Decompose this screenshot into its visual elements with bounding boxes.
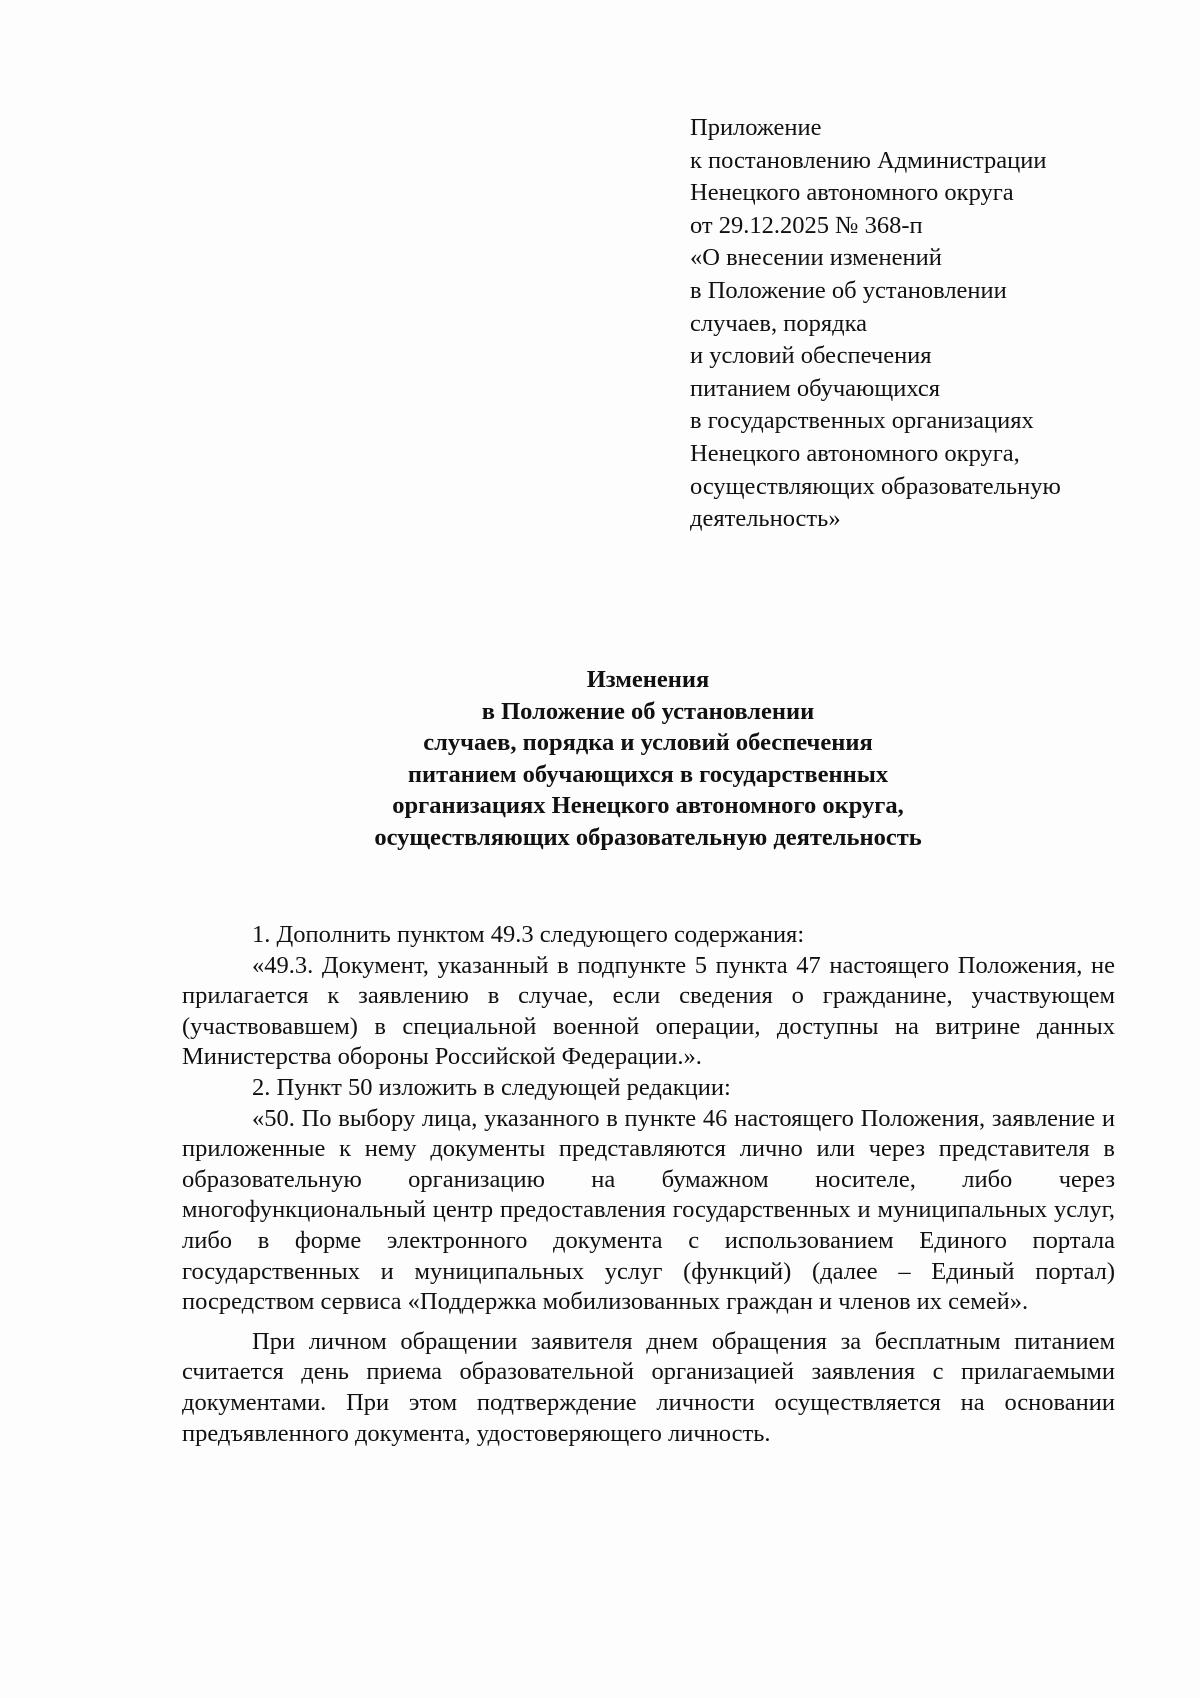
- body-paragraph-2: «49.3. Документ, указанный в подпункте 5 пункта 47 настоящего Положения, не прилагается к заявлению в случае, если сведения о гражданине, участвующем (участвовавшем) в специальной военной операции, доступны на витрине данных Министерства обороны Российской Федерации.».: [182, 951, 1115, 1071]
- appendix-line: «О внесении изменений: [690, 244, 942, 272]
- body-paragraph-3: 2. Пункт 50 изложить в следующей редакции:: [252, 1073, 731, 1101]
- title-line: Изменения: [586, 666, 710, 693]
- body-paragraph-1: 1. Дополнить пунктом 49.3 следующего содержания:: [252, 921, 805, 948]
- appendix-header: [690, 112, 1170, 536]
- document-title: [180, 664, 1116, 853]
- document-body: [182, 920, 1115, 1449]
- title-line: организациях Ненецкого автономного округа,: [392, 792, 904, 819]
- title-line: осуществляющих образовательную деятельность: [374, 823, 922, 851]
- appendix-line: и условий обеспечения: [690, 342, 932, 370]
- body-paragraph-5: При личном обращении заявителя днем обращения за бесплатным питанием считается день приема образовательной организацией заявления с прилагаемыми документами. При этом подтверждение личности осуществляется на основании предъявленного документа, удостоверяющего личность.: [182, 1327, 1115, 1447]
- appendix-line: случаев, порядка: [690, 309, 867, 337]
- title-line: в Положение об установлении: [481, 697, 815, 725]
- title-line: случаев, порядка и условий обеспечения: [423, 729, 873, 756]
- appendix-line: питанием обучающихся: [690, 374, 941, 402]
- appendix-line: Ненецкого автономного округа: [690, 179, 1014, 207]
- appendix-line: к постановлению Администрации: [690, 146, 1047, 174]
- appendix-line: Приложение: [690, 114, 822, 141]
- appendix-line: от 29.12.2025 № 368-п: [690, 211, 923, 239]
- title-line: питанием обучающихся в государственных: [407, 760, 889, 788]
- appendix-line: деятельность»: [690, 505, 841, 533]
- appendix-line: Ненецкого автономного округа,: [690, 439, 1020, 467]
- body-paragraph-4: «50. По выбору лица, указанного в пункте 46 настоящего Положения, заявление и приложенные к нему документы представляются лично или через представителя в образовательную организацию на бумажном носителе, либо через многофункциональный центр предоставления государственных и муниципальных услуг, либо в форме электронного документа с использованием Единого портала государственных и муниципальных услуг (функций) (далее – Единый портал) посредством сервиса «Поддержка мобилизованных граждан и членов их семей».: [182, 1104, 1115, 1316]
- appendix-line: в Положение об установлении: [690, 276, 1007, 304]
- appendix-line: в государственных организациях: [690, 407, 1034, 435]
- appendix-line: осуществляющих образовательную: [690, 472, 1061, 500]
